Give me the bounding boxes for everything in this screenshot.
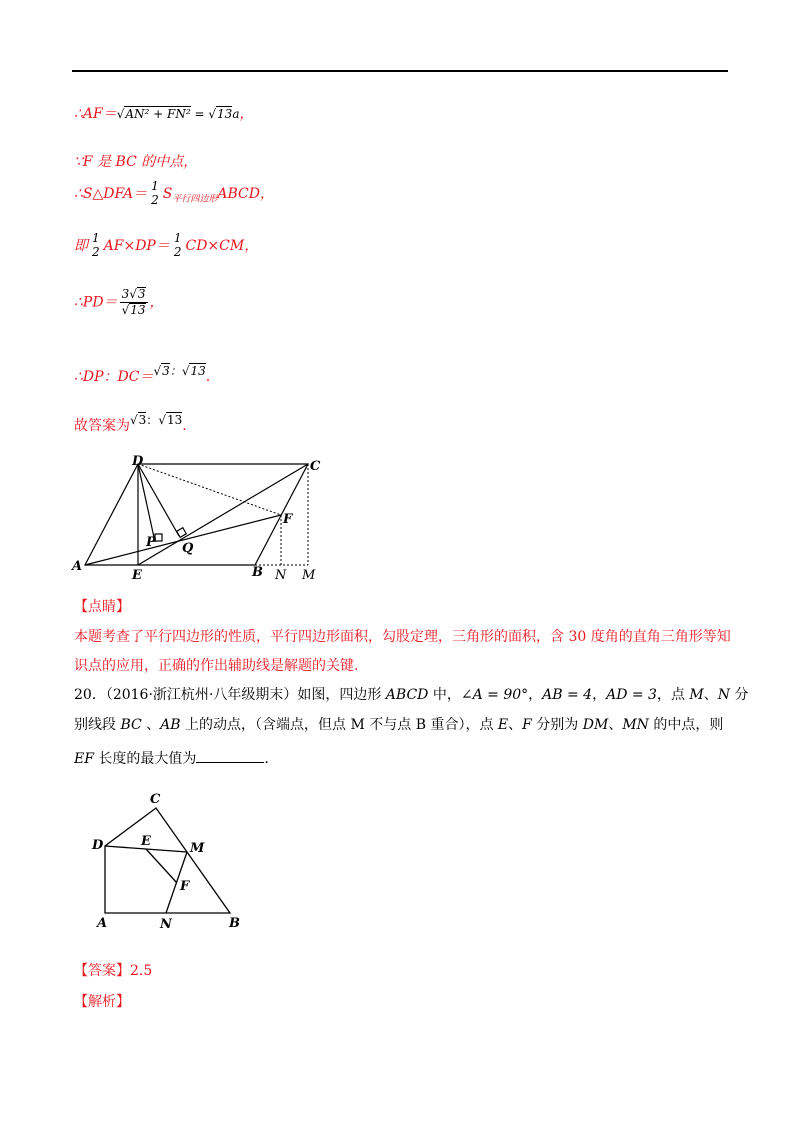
l1-prefix: ∴AF＝ [74,106,117,122]
l5-num-rad: 3 [137,287,146,301]
l5-prefix: ∴PD＝ [74,294,118,311]
fig2-label-c: C [150,792,161,807]
answer-label: 【答案】 [74,963,130,979]
l3-sub: 平行四边形 [172,194,218,205]
answer-value: 2.5 [130,963,153,979]
l3-num: 1 [151,179,159,193]
fig2-label-b: B [229,916,240,931]
fig2-label-m: M [190,841,205,856]
l3-fraction [149,180,161,208]
l3-tail: ABCD， [217,185,274,202]
l7-colon: ： [146,413,159,427]
label-d: D [132,454,144,469]
l3-s: S [162,185,173,202]
p20-sep2: ， [592,687,607,703]
p20-angle: ∠A = 90° [460,687,529,703]
p20-l2g: 的中点，则 [648,717,724,733]
p20-ef: EF [74,751,94,767]
comment-line-1: 本题考查了平行四边形的性质，平行四边形面积，勾股定理，三角形的面积，含 30 度角的直角三角形等知 [74,629,731,645]
l4-tail: CD×CM， [185,237,259,254]
solution-line-4 [74,232,258,260]
right-angle-q [177,528,187,538]
l4-prefix: 即 [74,237,88,254]
answer-blank[interactable] [196,762,264,763]
label-n: N [275,568,287,583]
p20-f: F [522,717,532,733]
l4-den2: 2 [173,244,182,259]
fig2-label-a: A [97,916,108,931]
p20-l2b: 、 [141,717,161,733]
l4-num1: 1 [92,231,100,245]
fig2-label-f: F [180,879,190,894]
p20-l1a: 20．（2016·浙江杭州·八年级期末）如图，四边形 [74,687,386,703]
p20-abcd: ABCD [385,687,429,703]
problem-20-line-3 [74,748,269,768]
p20-l2c: 上的动点，（含端点，但点 M 不与点 B 重合），点 [180,717,498,733]
parallelogram-figure [70,452,330,584]
l5-tail: ， [149,294,164,311]
l3-prefix: ∴S△DFA＝ [74,185,148,202]
l1-radicand: AN² + FN² [125,107,191,121]
p20-l2d: 、 [508,717,523,733]
fig2-label-d: D [92,838,104,853]
p20-l3: 长度的最大值为 [93,751,197,767]
answer-line [74,960,152,980]
segment-af [85,515,281,565]
l4-mid: AF×DP＝ [103,237,170,254]
analysis-label: 【解析】 [74,994,130,1010]
fig2-label-e: E [141,834,151,849]
p20-l2e: 分别为 [531,717,583,733]
label-e: E [132,568,142,583]
solution-line-3 [74,180,274,208]
label-b: B [252,565,263,580]
parallelogram-abcd [85,464,308,565]
l6-tail: . [205,369,211,385]
label-m: M [302,568,316,583]
quadrilateral-abcd [105,808,230,913]
solution-line-7: 故答案为√3：√13. [74,413,187,434]
p20-sep1: ， [528,687,543,703]
p20-ad: AD = 3 [606,687,657,703]
l4-num2: 1 [173,231,182,245]
p20-l1c: ，点 [656,687,690,703]
quadrilateral-figure [90,786,250,932]
p20-l1d: 分 [730,687,749,703]
p20-e: E [497,717,509,733]
label-a: A [72,559,83,574]
l5-fraction: $\frac{3√3}{√13}$ [121,287,146,317]
l4-fraction-2 [172,232,184,260]
comment-line-2: 识点的应用，正确的作出辅助线是解题的关键. [74,658,359,674]
p20-ab: AB = 4 [542,687,593,703]
l6-colon: ： [169,364,182,378]
l6-rad1: 3 [162,364,170,378]
dotted-df [138,464,281,515]
l1-root: 13 [217,107,233,121]
solution-line-6: ∴DP：DC＝√3：√13. [74,364,211,385]
problem-20-line-2 [74,714,723,734]
l7-prefix: 故答案为 [74,418,130,434]
l4-den1: 2 [92,244,100,259]
segment-ef [146,849,177,883]
l6-rad2: 13 [190,364,206,378]
p20-mn: MN [622,717,649,733]
l7-rad2: 13 [166,413,183,427]
label-q: Q [182,541,194,556]
l7-tail: . [182,418,187,434]
p20-l2f: 、 [608,717,623,733]
label-p: P [146,535,156,550]
p20-l1b: 中， [428,687,461,703]
p20-l2a: 别线段 [74,717,121,733]
solution-line-1: ∴AF＝√AN² + FN² = √13a， [74,106,254,122]
l5-num-coef: 3 [121,287,130,301]
l5-den-rad: 13 [130,302,146,317]
l1-eq: = [194,107,209,121]
label-f: F [283,512,293,527]
fig2-label-n: N [160,917,172,932]
problem-20-line-1 [74,684,748,704]
p20-ab2: AB [160,717,181,733]
p20-n: N [717,687,731,703]
solution-line-5 [74,287,164,318]
l3-den: 2 [151,192,159,207]
l1-tail: ， [239,106,254,122]
segment-dq [138,464,179,536]
p20-dm: DM [582,717,609,733]
p20-end: . [264,751,269,767]
solution-line-2: ∵F 是 BC 的中点， [74,154,198,170]
l6-prefix: ∴DP：DC＝ [74,369,154,385]
label-c: C [310,459,321,474]
l7-rad1: 3 [138,413,147,427]
comment-heading: 【点睛】 [74,599,130,615]
header-rule [72,70,728,72]
p20-bc: BC [120,717,142,733]
p20-m: M [689,687,704,703]
l1-after: a [232,107,240,121]
segment-dp [138,464,155,542]
p20-dun: 、 [703,687,718,703]
right-angle-p [155,534,162,541]
l4-fraction-1 [90,232,102,260]
